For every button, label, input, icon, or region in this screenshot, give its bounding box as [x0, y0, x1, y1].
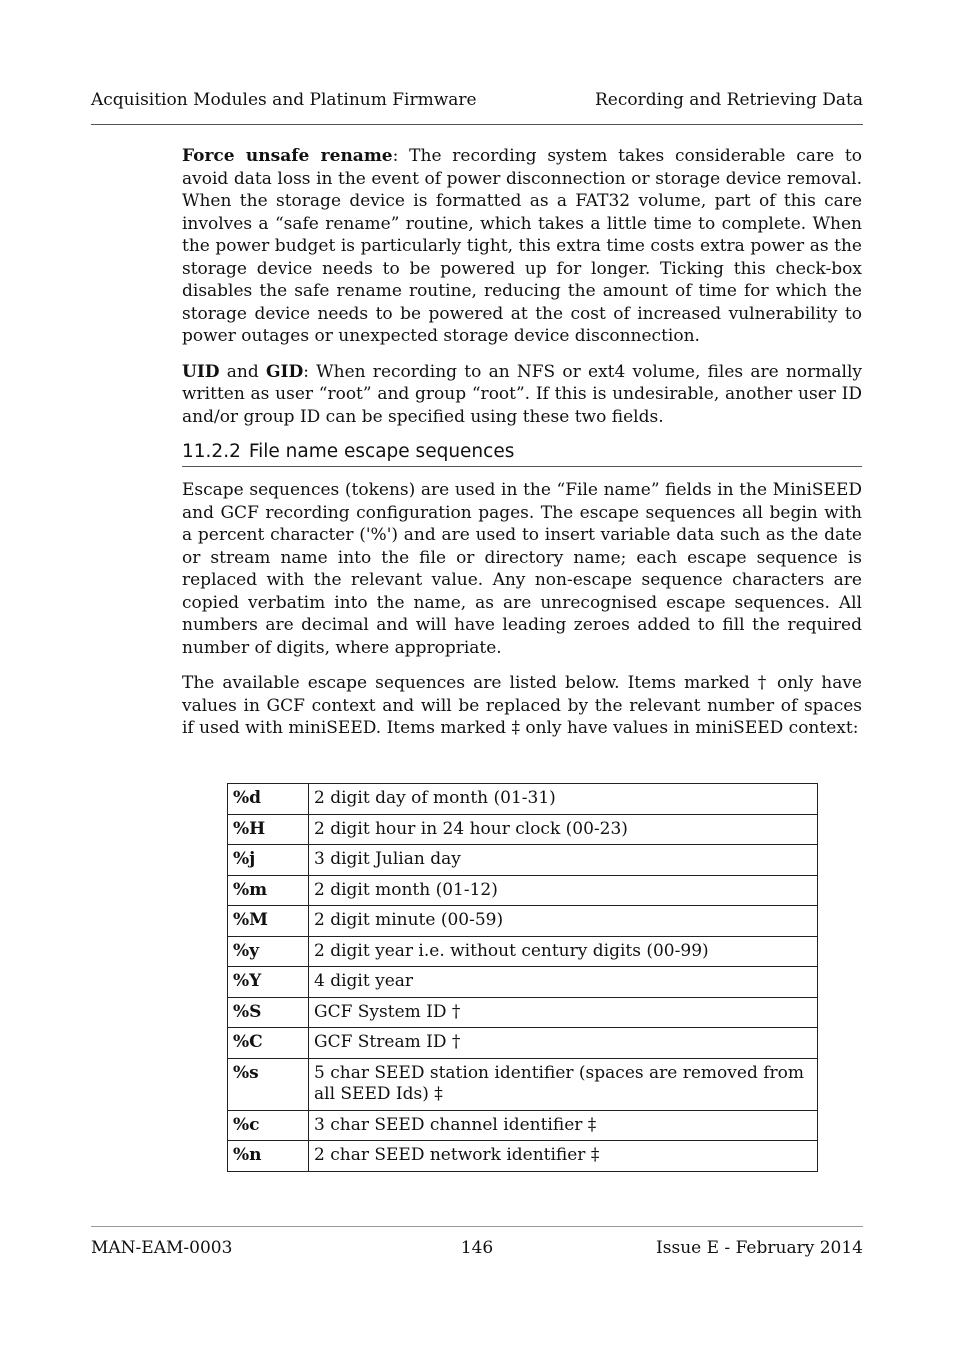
paragraph-escape-intro: Escape sequences (tokens) are used in the “File name” fields in the MiniSEED and GCF recording configuration pages. The escape sequences all begin with a percent character ('%') and are used to insert variable data such as the date or stream name into the file or directory name; each escape sequence is replaced with the relevant value. Any non-escape sequence characters are copied verbatim into the name, as are unrecognised escape sequences. All numbers are decimal and will have leading zeroes added to fill the required number of digits, where appropriate.	[182, 480, 862, 658]
header-chapter-title: Recording and Retrieving Data	[595, 90, 863, 110]
escape-code-cell: %j	[228, 845, 309, 876]
term-force-unsafe-rename: Force unsafe rename	[182, 146, 393, 166]
header-document-title: Acquisition Modules and Platinum Firmware	[91, 90, 477, 110]
table-row	[228, 1141, 818, 1172]
section-heading	[182, 441, 862, 467]
footer-issue-date: Issue E - February 2014	[656, 1238, 863, 1258]
term-uid: UID	[182, 361, 220, 382]
conjunction-text: and	[219, 361, 266, 382]
paragraph-text: : The recording system takes considerable care to avoid data loss in the event of power disconnection or storage device removal. When the storage device is formatted as a FAT32 volume, part of this care involves a “safe rename” routine, which takes a little time to complete. When the power budget is particularly tight, this extra time costs extra power as the storage device needs to be powered up for longer. Ticking this check-box disables the safe rename routine, reducing the amount of time for which the storage device needs to be powered at the cost of increased vulnerability to power outages or unexpected storage device disconnection.	[182, 146, 862, 346]
table-row	[228, 967, 818, 998]
escape-description-cell: 2 digit hour in 24 hour clock (00-23)	[309, 814, 818, 845]
escape-code-cell: %m	[228, 875, 309, 906]
section-number: 11.2.2	[182, 441, 241, 462]
escape-code-cell: %S	[228, 997, 309, 1028]
escape-description-cell: 4 digit year	[309, 967, 818, 998]
escape-description-cell: 5 char SEED station identifier (spaces are removed from all SEED Ids) ‡	[309, 1058, 818, 1110]
escape-description-cell: 2 digit minute (00-59)	[309, 906, 818, 937]
escape-sequence-table	[227, 783, 818, 1172]
escape-code-cell: %d	[228, 784, 309, 815]
table-row	[228, 845, 818, 876]
escape-code-cell: %y	[228, 936, 309, 967]
escape-code-cell: %s	[228, 1058, 309, 1110]
table-row	[228, 1028, 818, 1059]
escape-description-cell: 3 digit Julian day	[309, 845, 818, 876]
escape-description-cell: GCF Stream ID †	[309, 1028, 818, 1059]
table-row	[228, 784, 818, 815]
table-row	[228, 906, 818, 937]
table-row	[228, 936, 818, 967]
table-row	[228, 997, 818, 1028]
escape-description-cell: 2 digit year i.e. without century digits (00-99)	[309, 936, 818, 967]
paragraph-escape-list-intro: The available escape sequences are listed below. Items marked † only have values in GCF context and will be replaced by the relevant number of spaces if used with miniSEED. Items marked ‡ only have values in miniSEED context:	[182, 673, 862, 738]
paragraph-uid-gid	[182, 361, 862, 429]
table-row	[228, 1110, 818, 1141]
escape-description-cell: 2 digit month (01-12)	[309, 875, 818, 906]
escape-code-cell: %H	[228, 814, 309, 845]
footer-document-id: MAN-EAM-0003	[91, 1238, 233, 1258]
page-content	[182, 145, 862, 753]
paragraph-text: : When recording to an NFS or ext4 volume, files are normally written as user “root” and group “root”. If this is undesirable, another user ID and/or group ID can be specified using these two fields.	[182, 361, 862, 427]
page-header	[91, 90, 863, 125]
table-row	[228, 875, 818, 906]
escape-description-cell: GCF System ID †	[309, 997, 818, 1028]
escape-code-cell: %Y	[228, 967, 309, 998]
escape-description-cell: 2 char SEED network identifier ‡	[309, 1141, 818, 1172]
footer-page-number: 146	[460, 1238, 494, 1258]
paragraph-force-unsafe-rename	[182, 145, 862, 348]
escape-code-cell: %C	[228, 1028, 309, 1059]
section-title: File name escape sequences	[248, 441, 515, 462]
escape-description-cell: 2 digit day of month (01-31)	[309, 784, 818, 815]
page-footer	[91, 1226, 863, 1258]
escape-code-cell: %M	[228, 906, 309, 937]
escape-code-cell: %n	[228, 1141, 309, 1172]
escape-code-cell: %c	[228, 1110, 309, 1141]
term-gid: GID	[265, 361, 304, 382]
table-row	[228, 1058, 818, 1110]
escape-description-cell: 3 char SEED channel identifier ‡	[309, 1110, 818, 1141]
table-row	[228, 814, 818, 845]
